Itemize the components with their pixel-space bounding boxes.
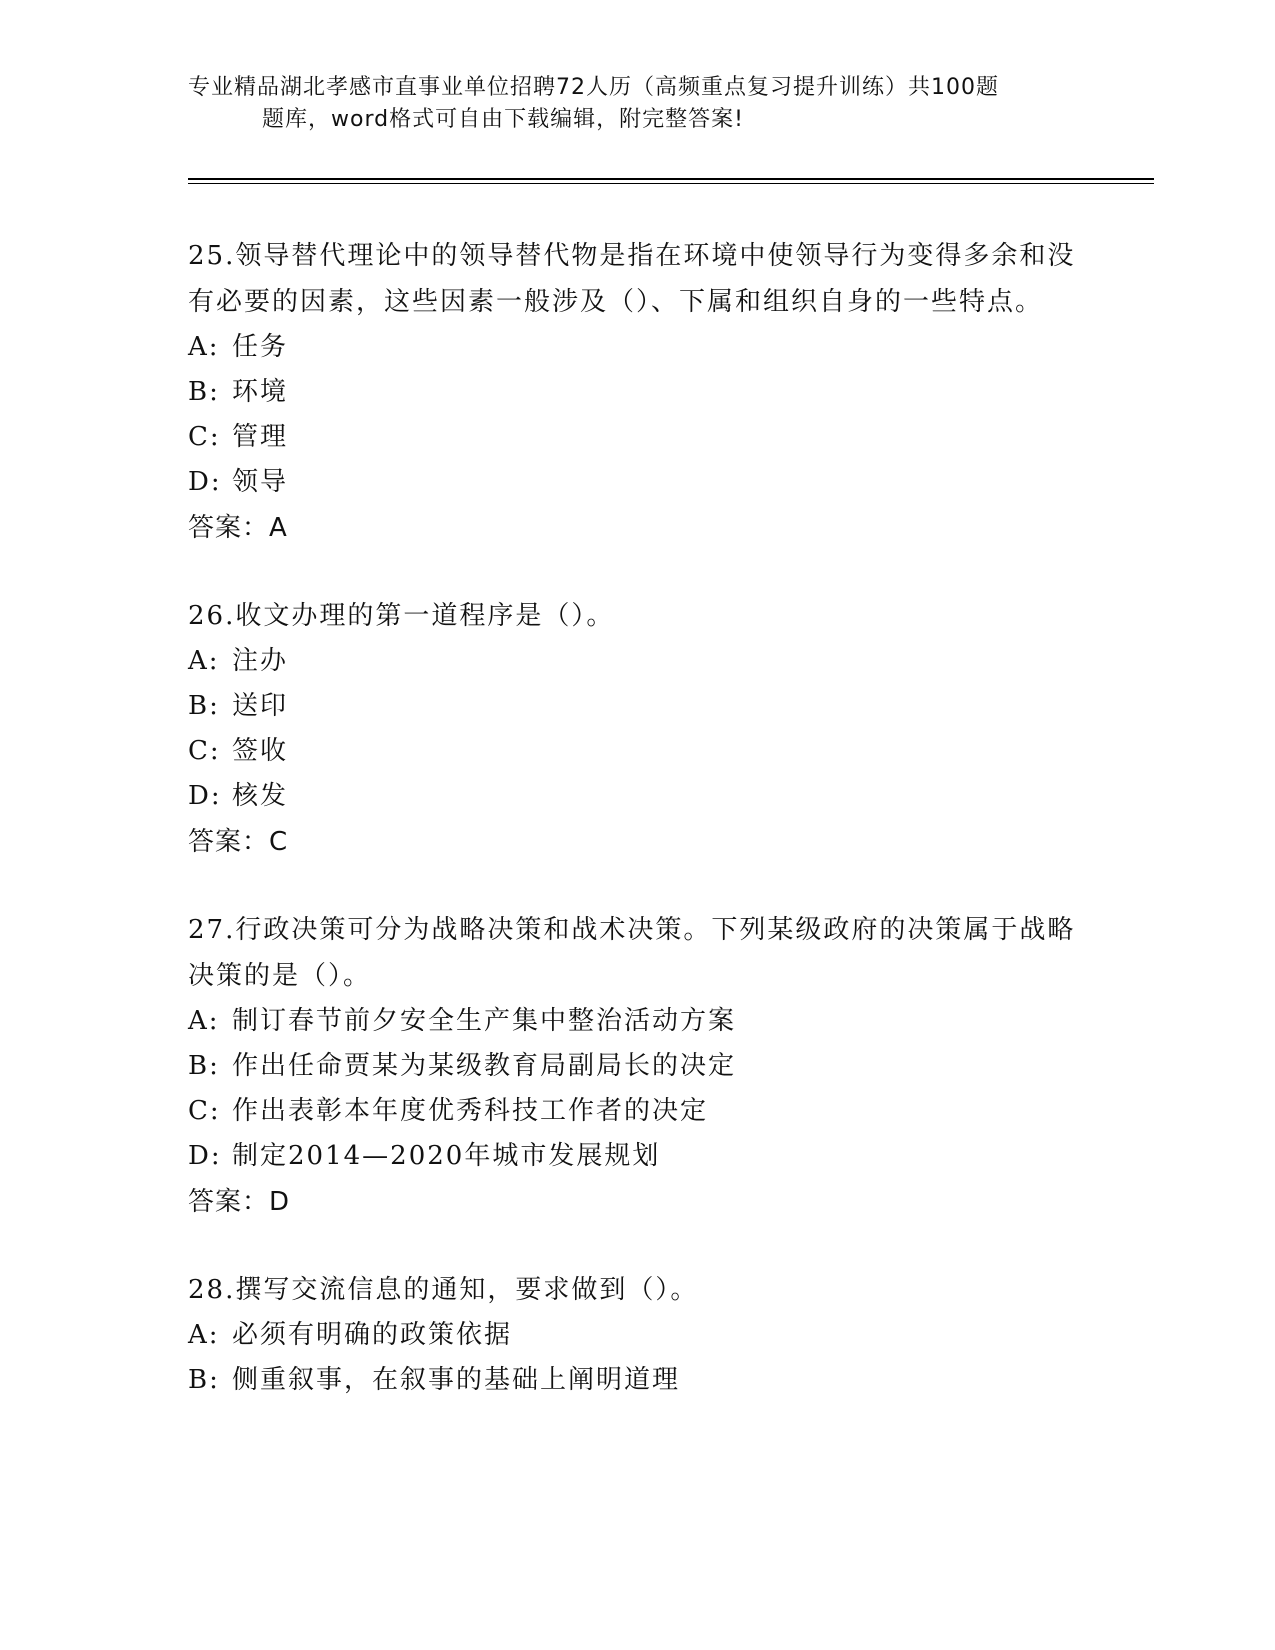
answer-line: 答案：C	[188, 827, 289, 857]
question-26	[188, 593, 1088, 865]
option-letter: A:	[188, 1006, 220, 1036]
option-letter: D:	[188, 781, 222, 811]
header-divider-thick	[188, 178, 1154, 180]
option-d	[188, 460, 1088, 505]
option-a	[188, 999, 1088, 1044]
option-a	[188, 1313, 1088, 1358]
header-title-line2: 题库，word格式可自由下载编辑，附完整答案!	[262, 107, 744, 132]
option-letter: A:	[188, 1320, 220, 1350]
question-28	[188, 1267, 1088, 1403]
option-letter: A:	[188, 332, 220, 362]
option-letter: C:	[188, 736, 221, 766]
option-letter: B:	[188, 1365, 220, 1395]
option-d	[188, 1134, 1088, 1179]
option-a	[188, 325, 1088, 370]
option-text: 注办	[232, 646, 289, 676]
option-c	[188, 729, 1088, 774]
question-stem: 27.行政决策可分为战略决策和战术决策。下列某级政府的决策属于战略决策的是（）。	[188, 915, 1076, 991]
option-text: 核发	[232, 781, 289, 811]
option-letter: B:	[188, 691, 220, 721]
option-text: 制订春节前夕安全生产集中整治活动方案	[232, 1006, 737, 1036]
question-25	[188, 233, 1088, 551]
option-text: 管理	[232, 422, 289, 452]
option-text: 制定2014—2020年城市发展规划	[232, 1141, 661, 1171]
option-letter: D:	[188, 467, 222, 497]
question-stem: 26.收文办理的第一道程序是（）。	[188, 601, 615, 631]
question-27	[188, 907, 1088, 1225]
option-letter: D:	[188, 1141, 222, 1171]
document-header	[188, 72, 1068, 136]
option-letter: B:	[188, 1051, 220, 1081]
question-stem: 28.撰写交流信息的通知，要求做到（）。	[188, 1275, 699, 1305]
option-text: 必须有明确的政策依据	[232, 1320, 513, 1350]
option-d	[188, 774, 1088, 819]
header-divider-thin	[188, 183, 1154, 184]
option-text: 送印	[232, 691, 289, 721]
option-b	[188, 1358, 1088, 1403]
option-a	[188, 639, 1088, 684]
answer-line: 答案：A	[188, 513, 288, 543]
header-title-line1: 专业精品湖北孝感市直事业单位招聘72人历（高频重点复习提升训练）共100题	[188, 75, 999, 100]
option-c	[188, 415, 1088, 460]
option-letter: C:	[188, 422, 221, 452]
answer-line: 答案：D	[188, 1187, 291, 1217]
option-text: 作出表彰本年度优秀科技工作者的决定	[232, 1096, 709, 1126]
option-text: 签收	[232, 736, 289, 766]
option-text: 领导	[232, 467, 289, 497]
option-letter: B:	[188, 377, 220, 407]
option-letter: A:	[188, 646, 220, 676]
option-b	[188, 684, 1088, 729]
question-stem: 25.领导替代理论中的领导替代物是指在环境中使领导行为变得多余和没有必要的因素，这些因素一般涉及（）、下属和组织自身的一些特点。	[188, 241, 1076, 317]
option-b	[188, 370, 1088, 415]
option-text: 作出任命贾某为某级教育局副局长的决定	[232, 1051, 737, 1081]
option-b	[188, 1044, 1088, 1089]
option-letter: C:	[188, 1096, 221, 1126]
option-text: 侧重叙事，在叙事的基础上阐明道理	[232, 1365, 681, 1395]
option-c	[188, 1089, 1088, 1134]
option-text: 任务	[232, 332, 289, 362]
option-text: 环境	[232, 377, 289, 407]
question-list	[188, 233, 1088, 1445]
